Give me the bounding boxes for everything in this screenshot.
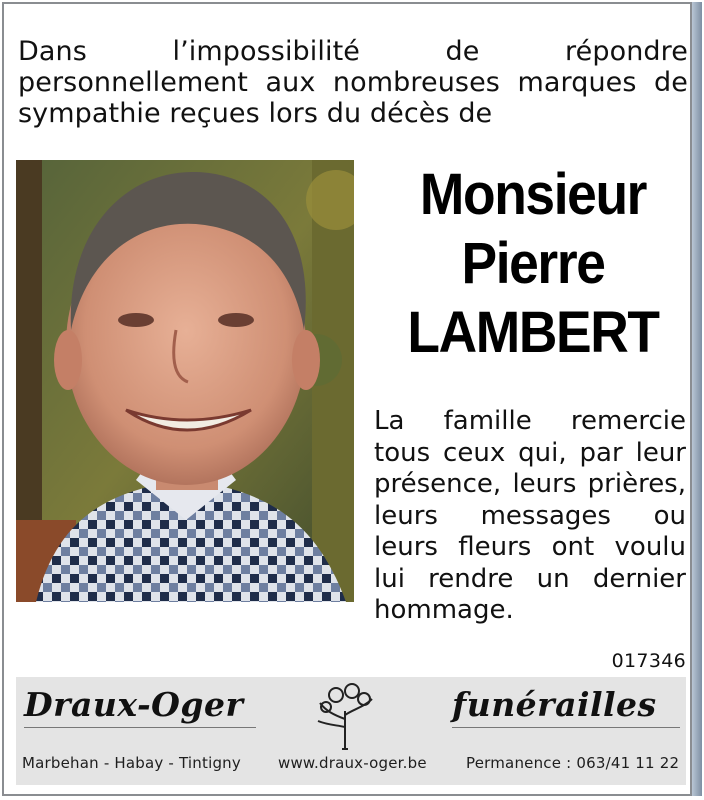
brand-name: Draux-Oger [24,685,244,724]
page-edge [692,2,702,796]
name-first: Pierre [461,231,605,296]
website-link[interactable]: www.draux-oger.be [278,754,427,772]
divider [24,727,256,728]
reference-number: 017346 [611,650,686,672]
divider [452,727,680,728]
portrait-photo [16,160,354,602]
intro-text: Dans l’impossibilité de répondre personnellement aux nombreuses marques de sympathie reçues lors du décès de [18,36,688,129]
tree-icon [312,681,382,751]
name-last: LAMBERT [407,300,659,365]
brand-tagline: funérailles [452,685,657,724]
permanence-phone: Permanence : 063/41 11 22 [466,754,680,772]
funeral-home-banner [16,677,686,785]
name-title: Monsieur [419,162,647,227]
thanks-text: La famille remercie tous ceux qui, par leur présence, leurs prières, leurs messages ou leurs fleurs ont voulu lui rendre un dernier hommage. [374,406,686,625]
deceased-name [368,160,698,367]
locations: Marbehan - Habay - Tintigny [22,754,241,772]
